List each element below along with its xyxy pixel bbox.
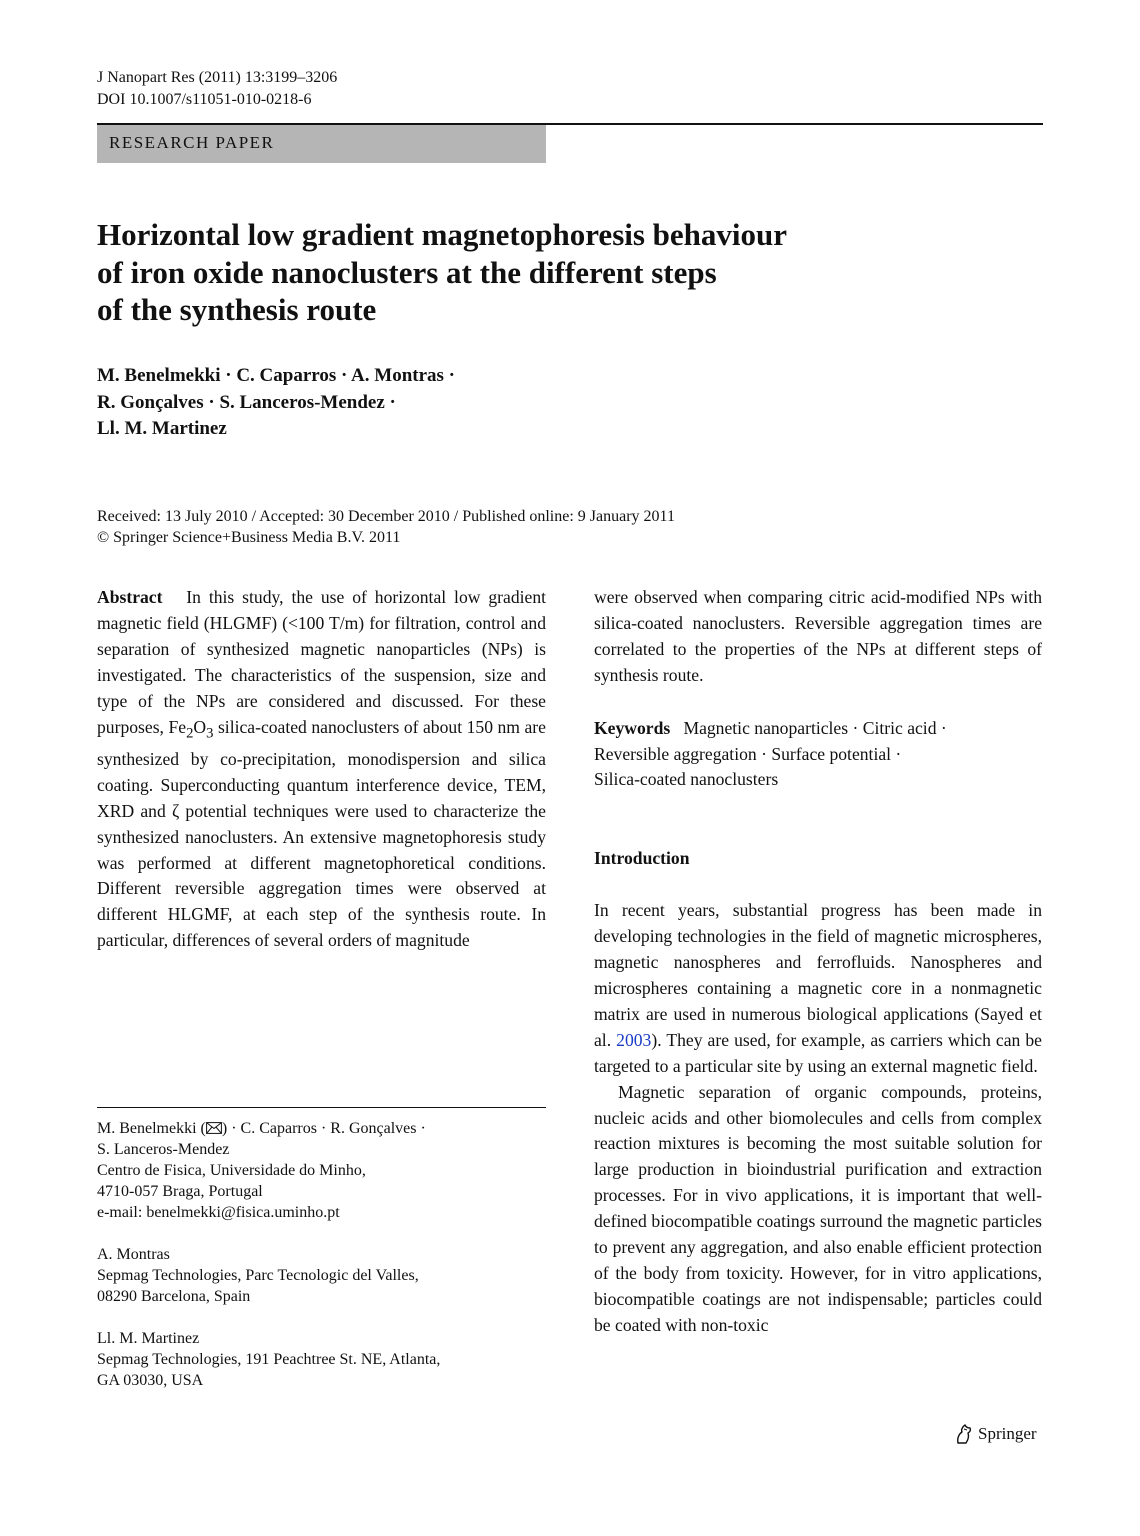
author-line: M. Benelmekki · C. Caparros · A. Montras · <box>97 365 456 386</box>
publication-dates <box>97 506 675 548</box>
abstract-text: In this study, the use of horizontal low gradient magnetic field (HLGMF) (<100 T/m) for filtration, control and separation of synthesized magnetic nanoparticles (NPs) is investigated. The characteristics of the suspension, size and type of the NPs are considered and discussed. For these purposes, Fe <box>97 587 547 737</box>
affiliation-block <box>97 1118 546 1223</box>
right-column <box>594 585 1042 1339</box>
publisher-logo <box>954 1423 1037 1445</box>
affiliation-address: 4710-057 Braga, Portugal <box>97 1183 263 1200</box>
title-line: of iron oxide nanoclusters at the different steps <box>97 254 717 290</box>
affiliation-names: Ll. M. Martinez <box>97 1330 200 1347</box>
affiliation-institution: Sepmag Technologies, 191 Peachtree St. NE, Atlanta, <box>97 1351 441 1368</box>
affiliation-block <box>97 1328 546 1391</box>
affiliation-address: 08290 Barcelona, Spain <box>97 1288 251 1305</box>
affiliation-names: ) · C. Caparros · R. Gonçalves · <box>221 1120 426 1137</box>
abstract <box>97 585 546 954</box>
journal-header <box>97 67 337 111</box>
intro-text: In recent years, substantial progress has been made in developing technologies in the field of magnetic microspheres, magnetic nanospheres and ferrofluids. Nanospheres and microspheres containing a magnetic core in a nonmagnetic matrix are used in numerous biological applications (Sayed et al. <box>594 900 1042 1050</box>
left-column <box>97 585 546 954</box>
keywords-line: Silica-coated nanoclusters <box>594 769 779 790</box>
section-heading-introduction: Introduction <box>594 848 690 869</box>
copyright: © Springer Science+Business Media B.V. 2011 <box>97 529 401 546</box>
title-line: Horizontal low gradient magnetophoresis behaviour <box>97 217 788 252</box>
abstract-continued: were observed when comparing citric acid-modified NPs with silica-coated nanoclusters. Reversible aggregation times are correlated to the properties of the NPs at different steps of synthesis route. <box>594 587 1042 685</box>
intro-paragraph: Magnetic separation of organic compounds, proteins, nucleic acids and other biomolecules and cells from complex reaction mixtures is becoming the most suitable solution for large production in bioindustrial purification and extraction processes. For in vivo applications, it is important that well-defined biocompatible coatings surround the magnetic particles to prevent any aggregation, and also enable efficient protection of the body from toxicity. However, for in vitro applications, biocompatible coatings are not indispensable; particles could be coated with non-toxic <box>594 1081 1042 1335</box>
journal-citation: J Nanopart Res (2011) 13:3199–3206 <box>97 69 338 86</box>
abstract-text: silica-coated nanoclusters of about 150 nm are synthesized by co-precipitation, monodispersion and silica coating. Superconducting quantum interference device, TEM, XRD and ζ potential techniques were used to characterize the synthesized nanoclusters. An extensive magnetophoresis study was performed at different magnetophoretical conditions. Different reversible aggregation times were observed at different HLGMF, at each step of the synthesis route. In particular, differences of several orders of magnitude <box>97 716 546 951</box>
subscript: 3 <box>206 725 214 742</box>
affiliations <box>97 1118 546 1412</box>
author-line: R. Gonçalves · S. Lanceros-Mendez · <box>97 391 396 413</box>
date-history: Received: 13 July 2010 / Accepted: 30 December 2010 / Published online: 9 January 2011 <box>97 508 675 525</box>
intro-paragraph <box>594 898 1042 1079</box>
affiliation-institution: Centro de Fisica, Universidade do Minho, <box>97 1162 366 1179</box>
keywords-line: Magnetic nanoparticles · Citric acid · <box>683 717 947 738</box>
paper-title <box>97 216 917 329</box>
envelope-icon <box>206 1122 222 1134</box>
affiliation-address: GA 03030, USA <box>97 1372 204 1389</box>
section-band <box>97 125 546 163</box>
citation-link[interactable]: 2003 <box>616 1029 652 1050</box>
publisher-name: Springer <box>978 1424 1037 1443</box>
footnote-rule <box>97 1107 546 1108</box>
author-list <box>97 363 455 443</box>
affiliation-names: A. Montras <box>97 1246 170 1263</box>
author-line: Ll. M. Martinez <box>97 418 227 439</box>
abstract-text: O <box>193 716 207 737</box>
affiliation-email[interactable]: e-mail: benelmekki@fisica.uminho.pt <box>97 1204 340 1221</box>
doi: DOI 10.1007/s11051-010-0218-6 <box>97 91 312 108</box>
affiliation-block <box>97 1244 546 1307</box>
abstract-label: Abstract <box>97 587 163 607</box>
keywords <box>594 716 1042 794</box>
title-line: of the synthesis route <box>97 292 377 327</box>
springer-horse-icon <box>954 1423 974 1445</box>
affiliation-names: M. Benelmekki ( <box>97 1120 206 1137</box>
subscript: 2 <box>186 725 194 742</box>
intro-text: ). They are used, for example, as carriers which can be targeted to a particular site by using an external magnetic field. <box>594 1029 1042 1076</box>
keywords-line: Reversible aggregation · Surface potential · <box>594 743 902 764</box>
affiliation-names: S. Lanceros-Mendez <box>97 1141 230 1158</box>
keywords-label: Keywords <box>594 717 671 738</box>
affiliation-institution: Sepmag Technologies, Parc Tecnologic del Valles, <box>97 1267 419 1284</box>
section-label: RESEARCH PAPER <box>109 133 275 152</box>
